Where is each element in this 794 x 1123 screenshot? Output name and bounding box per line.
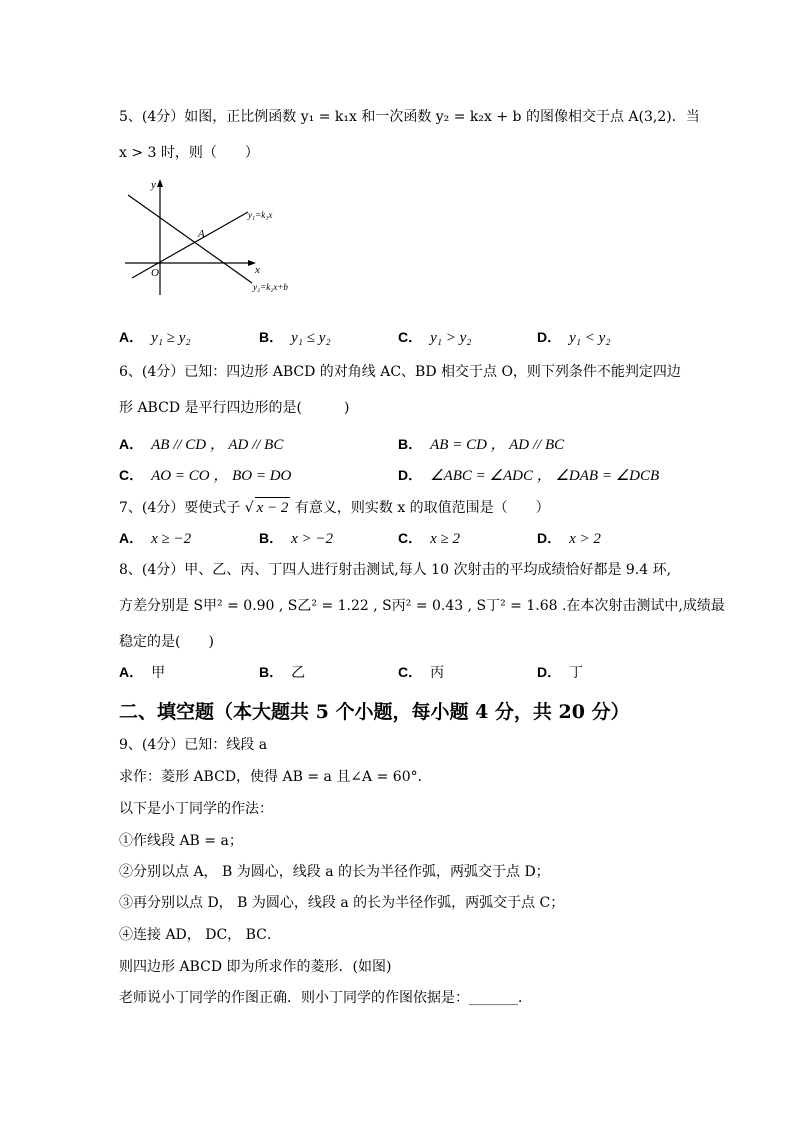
q5-function-graph <box>120 175 310 300</box>
q8-stem-line2: 方差分别是 S甲² = 0.90 , S乙² = 1.22 , S丙² = 0.43 , S丁² = 1.68 .在本次射击测试中,成绩最 <box>119 598 725 614</box>
q7-stem-post: 有意义，则实数 x 的取值范围是（ ） <box>290 500 550 516</box>
q9-line-given: 9、(4分）已知：线段 a <box>119 737 268 753</box>
q6-stem-line2: 形 ABCD 是平行四边形的是( ) <box>119 400 350 416</box>
q8-option-c[interactable]: C． 丙 <box>398 664 445 681</box>
q7-stem-pre: 7、(4分）要使式子 <box>119 500 245 516</box>
q7-radicand: x − 2 <box>255 497 291 518</box>
q7-option-c[interactable]: C． x ≥ 2 <box>398 530 461 547</box>
q9-line-step4: ④连接 AD， DC， BC． <box>119 927 281 943</box>
q5-stem-line2: x > 3 时，则（ ） <box>119 145 259 161</box>
q9-line-question: 老师说小丁同学的作图正确．则小丁同学的作图依据是：_______． <box>119 990 532 1006</box>
q7-stem: 7、(4分）要使式子 √ x − 2 有意义，则实数 x 的取值范围是（ ） <box>119 497 550 518</box>
q5-stem-line1: 5、(4分）如图，正比例函数 y₁ = k₁x 和一次函数 y₂ = k₂x + b 的图像相交于点 A(3,2)．当 <box>119 109 700 125</box>
q7-option-a[interactable]: A． x ≥ −2 <box>119 530 192 547</box>
q8-option-b[interactable]: B． 乙 <box>259 664 306 681</box>
q6-option-d[interactable]: D． ∠ABC = ∠ADC ， ∠DAB = ∠DCB <box>398 467 660 484</box>
q9-line-method-intro: 以下是小丁同学的作法： <box>119 801 273 817</box>
graph-point-label: A <box>198 228 205 240</box>
q7-option-d[interactable]: D． x > 2 <box>537 530 601 547</box>
q9-line-step1: ①作线段 AB = a； <box>119 833 243 849</box>
graph-line2-label: y₂=k₂x+b <box>253 282 288 292</box>
q6-option-a[interactable]: A． AB // CD ， AD // BC <box>119 436 284 453</box>
q6-option-c[interactable]: C． AO = CO ， BO = DO <box>119 467 292 484</box>
graph-origin-label: O <box>151 267 159 279</box>
q8-stem-line1: 8、(4分）甲、乙、丙、丁四人进行射击测试,每人 10 次射击的平均成绩恰好都是 9.4 环, <box>119 562 672 578</box>
q8-option-a[interactable]: A． 甲 <box>119 664 166 681</box>
q5-option-b[interactable]: B． y₁ ≤ y₂ <box>259 329 331 346</box>
q9-line-step2: ②分别以点 A， B 为圆心，线段 a 的长为半径作弧，两弧交于点 D； <box>119 864 550 880</box>
q7-option-b[interactable]: B． x > −2 <box>259 530 334 547</box>
q5-option-c[interactable]: C． y₁ > y₂ <box>398 329 472 346</box>
section-heading-fill-in: 二、填空题（本大题共 5 个小题，每小题 4 分，共 20 分） <box>119 701 630 723</box>
graph-line1-label: y₁=k₁x <box>248 210 273 220</box>
q6-stem-line1: 6、(4分）已知：四边形 ABCD 的对角线 AC、BD 相交于点 O，则下列条件不能判定四边 <box>119 364 681 380</box>
q5-option-d[interactable]: D． y₁ < y₂ <box>537 329 611 346</box>
graph-y-arrow <box>157 179 163 187</box>
q6-option-b[interactable]: B． AB = CD ， AD // BC <box>398 436 565 453</box>
q8-stem-line3: 稳定的是( ) <box>119 634 214 650</box>
q9-line-result: 则四边形 ABCD 即为所求作的菱形．(如图) <box>119 959 392 975</box>
graph-y-label: y <box>151 179 156 191</box>
graph-x-label: x <box>255 264 260 276</box>
q9-line-task: 求作：菱形 ABCD，使得 AB = a 且∠A = 60°． <box>119 769 432 785</box>
q8-option-d[interactable]: D． 丁 <box>537 664 584 681</box>
q9-line-step3: ③再分别以点 D， B 为圆心，线段 a 的长为半径作弧，两弧交于点 C； <box>119 895 565 911</box>
q5-option-a[interactable]: A． y₁ ≥ y₂ <box>119 329 191 346</box>
